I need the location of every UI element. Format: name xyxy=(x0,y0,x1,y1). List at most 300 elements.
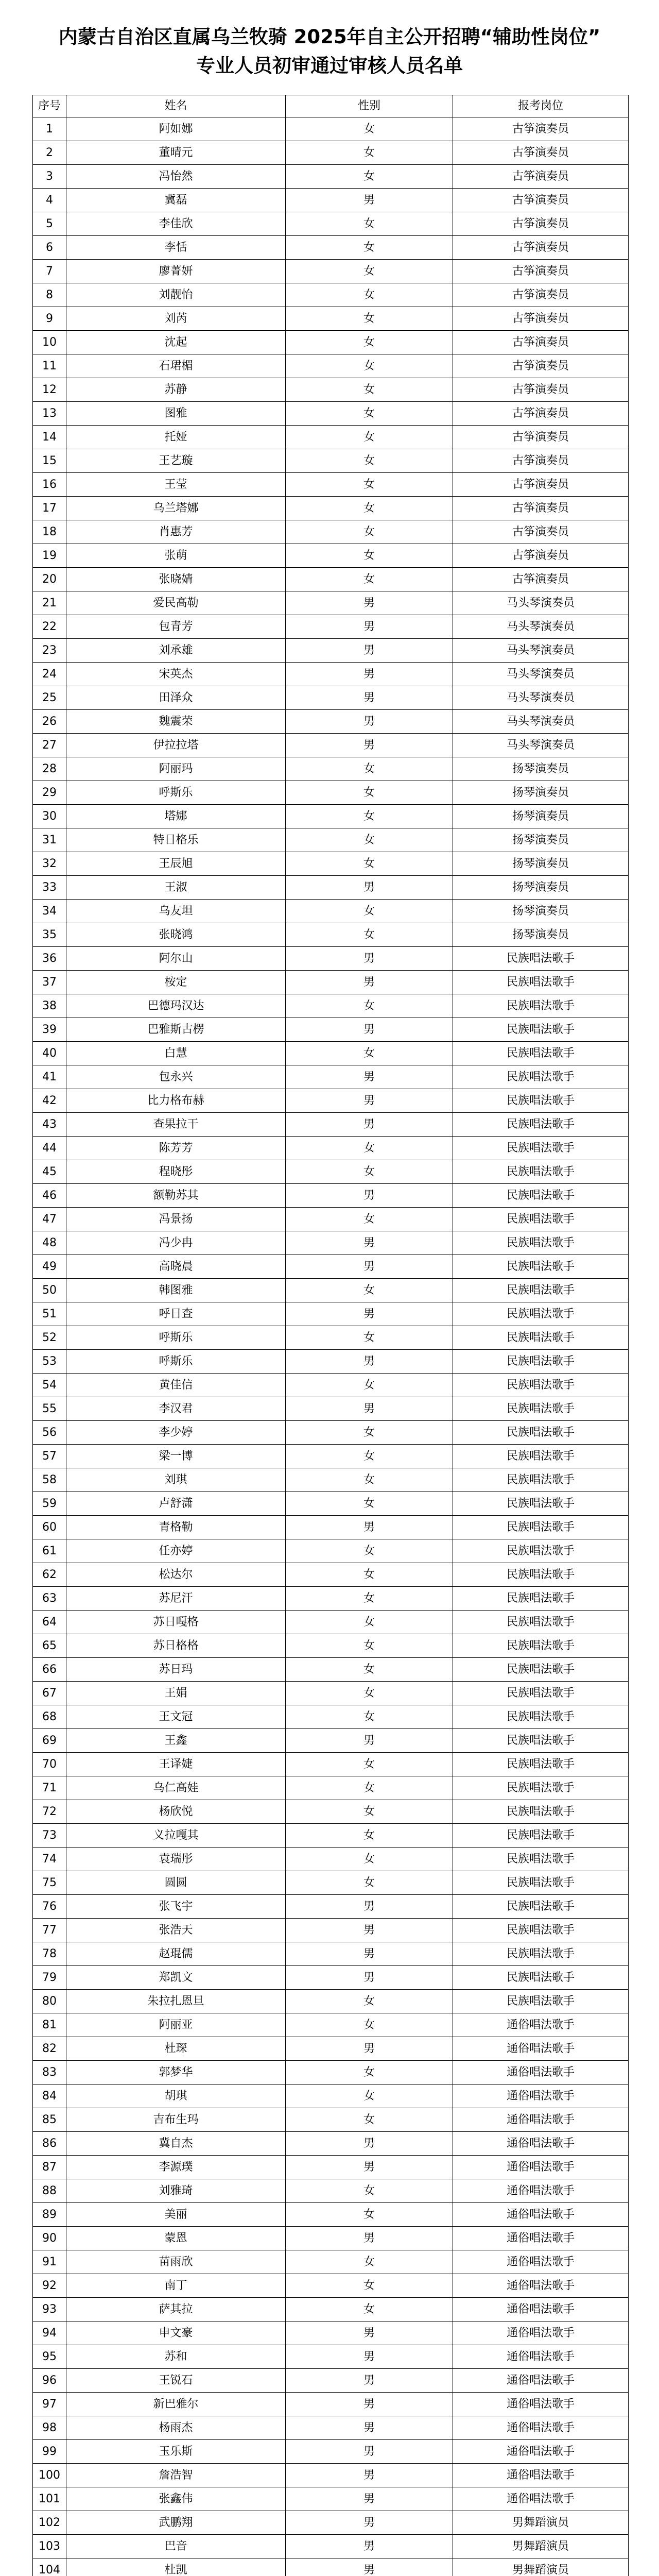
table-row xyxy=(33,1350,629,1374)
cell-position: 男舞蹈演员 xyxy=(453,2535,629,2558)
cell-serial: 81 xyxy=(33,2013,66,2037)
cell-serial: 39 xyxy=(33,1018,66,1042)
cell-name: 托娅 xyxy=(66,426,286,449)
table-row xyxy=(33,1184,629,1208)
cell-position: 古筝演奏员 xyxy=(453,307,629,331)
cell-position: 民族唱法歌手 xyxy=(453,1539,629,1563)
table-row xyxy=(33,1279,629,1302)
cell-gender: 女 xyxy=(286,1848,453,1871)
cell-name: 阿丽玛 xyxy=(66,757,286,781)
table-row xyxy=(33,497,629,520)
cell-serial: 55 xyxy=(33,1397,66,1421)
cell-serial: 58 xyxy=(33,1468,66,1492)
cell-gender: 女 xyxy=(286,1658,453,1682)
cell-name: 高晓晨 xyxy=(66,1255,286,1279)
table-row xyxy=(33,710,629,734)
cell-position: 民族唱法歌手 xyxy=(453,1018,629,1042)
cell-name: 张晓婧 xyxy=(66,568,286,591)
table-row xyxy=(33,1516,629,1539)
cell-position: 民族唱法歌手 xyxy=(453,1326,629,1350)
cell-serial: 95 xyxy=(33,2345,66,2369)
cell-position: 通俗唱法歌手 xyxy=(453,2156,629,2179)
cell-name: 美丽 xyxy=(66,2203,286,2227)
cell-position: 通俗唱法歌手 xyxy=(453,2321,629,2345)
cell-serial: 67 xyxy=(33,1682,66,1705)
cell-gender: 女 xyxy=(286,1492,453,1516)
cell-gender: 女 xyxy=(286,1374,453,1397)
cell-position: 民族唱法歌手 xyxy=(453,1966,629,1990)
table-row xyxy=(33,663,629,686)
cell-serial: 3 xyxy=(33,165,66,189)
cell-name: 蒙恩 xyxy=(66,2227,286,2250)
cell-position: 马头琴演奏员 xyxy=(453,710,629,734)
cell-position: 民族唱法歌手 xyxy=(453,1871,629,1895)
cell-position: 通俗唱法歌手 xyxy=(453,2084,629,2108)
cell-gender: 女 xyxy=(286,1042,453,1065)
cell-gender: 男 xyxy=(286,1516,453,1539)
cell-position: 通俗唱法歌手 xyxy=(453,2013,629,2037)
cell-gender: 男 xyxy=(286,1184,453,1208)
cell-position: 通俗唱法歌手 xyxy=(453,2250,629,2274)
cell-position: 民族唱法歌手 xyxy=(453,1824,629,1848)
cell-gender: 男 xyxy=(286,686,453,710)
cell-position: 民族唱法歌手 xyxy=(453,1374,629,1397)
cell-serial: 33 xyxy=(33,876,66,900)
cell-serial: 94 xyxy=(33,2321,66,2345)
cell-position: 通俗唱法歌手 xyxy=(453,2179,629,2203)
cell-serial: 36 xyxy=(33,947,66,971)
cell-gender: 女 xyxy=(286,994,453,1018)
cell-name: 圆圆 xyxy=(66,1871,286,1895)
cell-serial: 32 xyxy=(33,852,66,876)
cell-position: 扬琴演奏员 xyxy=(453,805,629,828)
cell-name: 陈芳芳 xyxy=(66,1137,286,1160)
cell-serial: 91 xyxy=(33,2250,66,2274)
cell-serial: 53 xyxy=(33,1350,66,1374)
table-row xyxy=(33,1919,629,1942)
table-row xyxy=(33,2416,629,2440)
cell-serial: 24 xyxy=(33,663,66,686)
cell-serial: 40 xyxy=(33,1042,66,1065)
cell-gender: 女 xyxy=(286,1611,453,1634)
cell-position: 扬琴演奏员 xyxy=(453,900,629,923)
cell-gender: 女 xyxy=(286,2250,453,2274)
cell-serial: 34 xyxy=(33,900,66,923)
cell-position: 民族唱法歌手 xyxy=(453,1658,629,1682)
cell-serial: 47 xyxy=(33,1208,66,1231)
cell-name: 王锐石 xyxy=(66,2369,286,2393)
table-row xyxy=(33,1824,629,1848)
cell-serial: 101 xyxy=(33,2487,66,2511)
cell-serial: 73 xyxy=(33,1824,66,1848)
cell-name: 张晓鸿 xyxy=(66,923,286,947)
cell-serial: 82 xyxy=(33,2037,66,2061)
cell-serial: 30 xyxy=(33,805,66,828)
cell-name: 巴音 xyxy=(66,2535,286,2558)
cell-gender: 女 xyxy=(286,1800,453,1824)
table-row xyxy=(33,2511,629,2535)
cell-position: 民族唱法歌手 xyxy=(453,1065,629,1089)
cell-position: 古筝演奏员 xyxy=(453,283,629,307)
cell-gender: 男 xyxy=(286,710,453,734)
cell-serial: 89 xyxy=(33,2203,66,2227)
cell-position: 扬琴演奏员 xyxy=(453,852,629,876)
cell-gender: 男 xyxy=(286,947,453,971)
cell-serial: 35 xyxy=(33,923,66,947)
cell-serial: 8 xyxy=(33,283,66,307)
cell-gender: 女 xyxy=(286,1634,453,1658)
cell-position: 民族唱法歌手 xyxy=(453,1445,629,1468)
cell-name: 刘雅琦 xyxy=(66,2179,286,2203)
cell-gender: 女 xyxy=(286,1137,453,1160)
cell-position: 民族唱法歌手 xyxy=(453,1208,629,1231)
table-row xyxy=(33,2203,629,2227)
table-row xyxy=(33,1942,629,1966)
cell-name: 董晴元 xyxy=(66,141,286,165)
cell-gender: 男 xyxy=(286,1919,453,1942)
table-row xyxy=(33,2487,629,2511)
cell-gender: 女 xyxy=(286,568,453,591)
cell-gender: 女 xyxy=(286,1468,453,1492)
cell-serial: 103 xyxy=(33,2535,66,2558)
cell-position: 古筝演奏员 xyxy=(453,189,629,212)
cell-name: 松达尔 xyxy=(66,1563,286,1587)
cell-serial: 23 xyxy=(33,639,66,663)
cell-position: 民族唱法歌手 xyxy=(453,1397,629,1421)
cell-name: 新巴雅尔 xyxy=(66,2393,286,2416)
cell-position: 民族唱法歌手 xyxy=(453,1089,629,1113)
cell-name: 詹浩智 xyxy=(66,2464,286,2487)
cell-serial: 20 xyxy=(33,568,66,591)
cell-serial: 63 xyxy=(33,1587,66,1611)
table-row xyxy=(33,615,629,639)
table-row xyxy=(33,2037,629,2061)
cell-serial: 98 xyxy=(33,2416,66,2440)
cell-name: 田泽众 xyxy=(66,686,286,710)
cell-position: 民族唱法歌手 xyxy=(453,1302,629,1326)
table-row xyxy=(33,2156,629,2179)
cell-serial: 60 xyxy=(33,1516,66,1539)
cell-gender: 男 xyxy=(286,2321,453,2345)
table-row xyxy=(33,900,629,923)
cell-name: 王淑 xyxy=(66,876,286,900)
table-row xyxy=(33,117,629,141)
table-row xyxy=(33,876,629,900)
cell-name: 李佳欣 xyxy=(66,212,286,236)
cell-position: 民族唱法歌手 xyxy=(453,1350,629,1374)
cell-name: 申文豪 xyxy=(66,2321,286,2345)
cell-position: 民族唱法歌手 xyxy=(453,1563,629,1587)
cell-gender: 女 xyxy=(286,117,453,141)
cell-name: 爱民高勒 xyxy=(66,591,286,615)
table-row xyxy=(33,1468,629,1492)
table-row xyxy=(33,1682,629,1705)
cell-serial: 88 xyxy=(33,2179,66,2203)
cell-serial: 80 xyxy=(33,1990,66,2013)
table-row xyxy=(33,426,629,449)
cell-name: 冀磊 xyxy=(66,189,286,212)
table-row xyxy=(33,591,629,615)
cell-gender: 女 xyxy=(286,781,453,805)
cell-gender: 男 xyxy=(286,1350,453,1374)
cell-position: 古筝演奏员 xyxy=(453,354,629,378)
table-row xyxy=(33,2013,629,2037)
cell-name: 阿如娜 xyxy=(66,117,286,141)
cell-serial: 21 xyxy=(33,591,66,615)
cell-name: 杜琛 xyxy=(66,2037,286,2061)
table-row xyxy=(33,2084,629,2108)
cell-name: 苏和 xyxy=(66,2345,286,2369)
cell-name: 乌仁高娃 xyxy=(66,1776,286,1800)
table-row xyxy=(33,307,629,331)
cell-serial: 69 xyxy=(33,1729,66,1753)
cell-gender: 男 xyxy=(286,1231,453,1255)
cell-serial: 12 xyxy=(33,378,66,402)
table-row xyxy=(33,2535,629,2558)
cell-name: 李汉君 xyxy=(66,1397,286,1421)
table-row xyxy=(33,1208,629,1231)
cell-name: 玉乐斯 xyxy=(66,2440,286,2464)
cell-gender: 男 xyxy=(286,1397,453,1421)
cell-name: 郑凯文 xyxy=(66,1966,286,1990)
cell-position: 民族唱法歌手 xyxy=(453,1705,629,1729)
cell-name: 冯怡然 xyxy=(66,165,286,189)
cell-serial: 72 xyxy=(33,1800,66,1824)
cell-position: 民族唱法歌手 xyxy=(453,1800,629,1824)
table-row xyxy=(33,2132,629,2156)
cell-gender: 男 xyxy=(286,971,453,994)
table-row xyxy=(33,947,629,971)
table-row xyxy=(33,852,629,876)
cell-position: 古筝演奏员 xyxy=(453,260,629,283)
cell-serial: 44 xyxy=(33,1137,66,1160)
cell-gender: 女 xyxy=(286,2203,453,2227)
table-row xyxy=(33,141,629,165)
cell-gender: 女 xyxy=(286,449,453,473)
cell-gender: 男 xyxy=(286,2132,453,2156)
cell-position: 通俗唱法歌手 xyxy=(453,2464,629,2487)
cell-name: 包青芳 xyxy=(66,615,286,639)
cell-name: 比力格布赫 xyxy=(66,1089,286,1113)
table-row xyxy=(33,1563,629,1587)
cell-gender: 女 xyxy=(286,378,453,402)
cell-serial: 38 xyxy=(33,994,66,1018)
cell-serial: 96 xyxy=(33,2369,66,2393)
header-name: 姓名 xyxy=(66,95,286,117)
cell-name: 白慧 xyxy=(66,1042,286,1065)
cell-position: 马头琴演奏员 xyxy=(453,639,629,663)
cell-name: 苏日格格 xyxy=(66,1634,286,1658)
table-row xyxy=(33,2061,629,2084)
cell-serial: 2 xyxy=(33,141,66,165)
table-row xyxy=(33,568,629,591)
table-row xyxy=(33,2393,629,2416)
table-row xyxy=(33,165,629,189)
cell-position: 古筝演奏员 xyxy=(453,165,629,189)
cell-serial: 5 xyxy=(33,212,66,236)
cell-name: 肖惠芳 xyxy=(66,520,286,544)
cell-serial: 86 xyxy=(33,2132,66,2156)
cell-serial: 13 xyxy=(33,402,66,426)
cell-name: 袁瑞彤 xyxy=(66,1848,286,1871)
header-position: 报考岗位 xyxy=(453,95,629,117)
cell-position: 通俗唱法歌手 xyxy=(453,2416,629,2440)
cell-position: 通俗唱法歌手 xyxy=(453,2037,629,2061)
cell-position: 古筝演奏员 xyxy=(453,212,629,236)
table-row xyxy=(33,1871,629,1895)
cell-gender: 男 xyxy=(286,1302,453,1326)
cell-gender: 男 xyxy=(286,1966,453,1990)
cell-gender: 女 xyxy=(286,1539,453,1563)
cell-position: 通俗唱法歌手 xyxy=(453,2274,629,2298)
table-row xyxy=(33,923,629,947)
table-row xyxy=(33,639,629,663)
cell-position: 古筝演奏员 xyxy=(453,497,629,520)
cell-name: 伊拉拉塔 xyxy=(66,734,286,757)
cell-gender: 女 xyxy=(286,2084,453,2108)
cell-serial: 97 xyxy=(33,2393,66,2416)
cell-position: 民族唱法歌手 xyxy=(453,971,629,994)
cell-serial: 16 xyxy=(33,473,66,497)
cell-position: 民族唱法歌手 xyxy=(453,1516,629,1539)
cell-name: 查果拉干 xyxy=(66,1113,286,1137)
cell-name: 杜凯 xyxy=(66,2558,286,2576)
cell-position: 古筝演奏员 xyxy=(453,520,629,544)
cell-gender: 女 xyxy=(286,236,453,260)
cell-name: 王娟 xyxy=(66,1682,286,1705)
cell-name: 额勒苏其 xyxy=(66,1184,286,1208)
table-row xyxy=(33,1611,629,1634)
cell-position: 民族唱法歌手 xyxy=(453,1729,629,1753)
cell-gender: 女 xyxy=(286,1753,453,1776)
cell-position: 民族唱法歌手 xyxy=(453,1587,629,1611)
table-row xyxy=(33,2250,629,2274)
document-title xyxy=(0,23,659,80)
cell-gender: 男 xyxy=(286,2416,453,2440)
table-row xyxy=(33,1634,629,1658)
cell-gender: 男 xyxy=(286,2393,453,2416)
cell-serial: 62 xyxy=(33,1563,66,1587)
cell-serial: 14 xyxy=(33,426,66,449)
cell-gender: 女 xyxy=(286,212,453,236)
table-row xyxy=(33,1587,629,1611)
table-row xyxy=(33,1705,629,1729)
cell-serial: 64 xyxy=(33,1611,66,1634)
cell-serial: 52 xyxy=(33,1326,66,1350)
cell-gender: 女 xyxy=(286,805,453,828)
cell-name: 张浩天 xyxy=(66,1919,286,1942)
cell-position: 民族唱法歌手 xyxy=(453,1753,629,1776)
cell-gender: 男 xyxy=(286,639,453,663)
cell-position: 男舞蹈演员 xyxy=(453,2511,629,2535)
cell-gender: 男 xyxy=(286,2369,453,2393)
cell-name: 青格勒 xyxy=(66,1516,286,1539)
cell-name: 宋英杰 xyxy=(66,663,286,686)
table-row xyxy=(33,331,629,354)
cell-name: 冯少冉 xyxy=(66,1231,286,1255)
cell-gender: 女 xyxy=(286,900,453,923)
cell-serial: 57 xyxy=(33,1445,66,1468)
cell-position: 古筝演奏员 xyxy=(453,544,629,568)
cell-gender: 男 xyxy=(286,1113,453,1137)
table-row xyxy=(33,1753,629,1776)
cell-name: 刘承雄 xyxy=(66,639,286,663)
cell-name: 王辰旭 xyxy=(66,852,286,876)
cell-serial: 15 xyxy=(33,449,66,473)
cell-gender: 女 xyxy=(286,1445,453,1468)
cell-position: 民族唱法歌手 xyxy=(453,947,629,971)
cell-serial: 10 xyxy=(33,331,66,354)
cell-name: 王文冠 xyxy=(66,1705,286,1729)
cell-serial: 22 xyxy=(33,615,66,639)
cell-gender: 女 xyxy=(286,283,453,307)
cell-name: 李源璞 xyxy=(66,2156,286,2179)
table-row xyxy=(33,1137,629,1160)
cell-position: 通俗唱法歌手 xyxy=(453,2369,629,2393)
table-body xyxy=(33,117,629,2576)
cell-gender: 女 xyxy=(286,1587,453,1611)
title-line-1: 内蒙古自治区直属乌兰牧骑 2025年自主公开招聘“辅助性岗位” xyxy=(58,26,601,48)
cell-serial: 71 xyxy=(33,1776,66,1800)
cell-position: 通俗唱法歌手 xyxy=(453,2203,629,2227)
table-row xyxy=(33,1966,629,1990)
table-row xyxy=(33,1018,629,1042)
table-row xyxy=(33,1374,629,1397)
cell-position: 通俗唱法歌手 xyxy=(453,2345,629,2369)
cell-name: 巴雅斯古楞 xyxy=(66,1018,286,1042)
cell-name: 刘靓怡 xyxy=(66,283,286,307)
cell-position: 扬琴演奏员 xyxy=(453,828,629,852)
cell-position: 通俗唱法歌手 xyxy=(453,2440,629,2464)
table-row xyxy=(33,2558,629,2576)
table-row xyxy=(33,449,629,473)
cell-position: 通俗唱法歌手 xyxy=(453,2227,629,2250)
cell-gender: 男 xyxy=(286,2345,453,2369)
cell-gender: 女 xyxy=(286,1326,453,1350)
cell-name: 魏震荣 xyxy=(66,710,286,734)
cell-position: 通俗唱法歌手 xyxy=(453,2132,629,2156)
cell-name: 萨其拉 xyxy=(66,2298,286,2321)
cell-name: 冯景扬 xyxy=(66,1208,286,1231)
cell-name: 张飞宇 xyxy=(66,1895,286,1919)
cell-serial: 31 xyxy=(33,828,66,852)
title-line-2: 专业人员初审通过审核人员名单 xyxy=(196,55,463,77)
table-row xyxy=(33,283,629,307)
table-row xyxy=(33,2369,629,2393)
cell-serial: 28 xyxy=(33,757,66,781)
cell-gender: 男 xyxy=(286,1942,453,1966)
cell-name: 呼斯乐 xyxy=(66,1350,286,1374)
table-row xyxy=(33,2108,629,2132)
cell-name: 苗雨欣 xyxy=(66,2250,286,2274)
cell-serial: 6 xyxy=(33,236,66,260)
table-row xyxy=(33,402,629,426)
cell-position: 扬琴演奏员 xyxy=(453,923,629,947)
cell-gender: 男 xyxy=(286,615,453,639)
cell-position: 民族唱法歌手 xyxy=(453,1279,629,1302)
cell-name: 苏尼汗 xyxy=(66,1587,286,1611)
table-row xyxy=(33,1089,629,1113)
cell-serial: 1 xyxy=(33,117,66,141)
cell-serial: 25 xyxy=(33,686,66,710)
cell-serial: 29 xyxy=(33,781,66,805)
cell-name: 武鹏翔 xyxy=(66,2511,286,2535)
cell-serial: 19 xyxy=(33,544,66,568)
cell-position: 古筝演奏员 xyxy=(453,378,629,402)
cell-serial: 75 xyxy=(33,1871,66,1895)
cell-position: 民族唱法歌手 xyxy=(453,1919,629,1942)
cell-position: 马头琴演奏员 xyxy=(453,663,629,686)
